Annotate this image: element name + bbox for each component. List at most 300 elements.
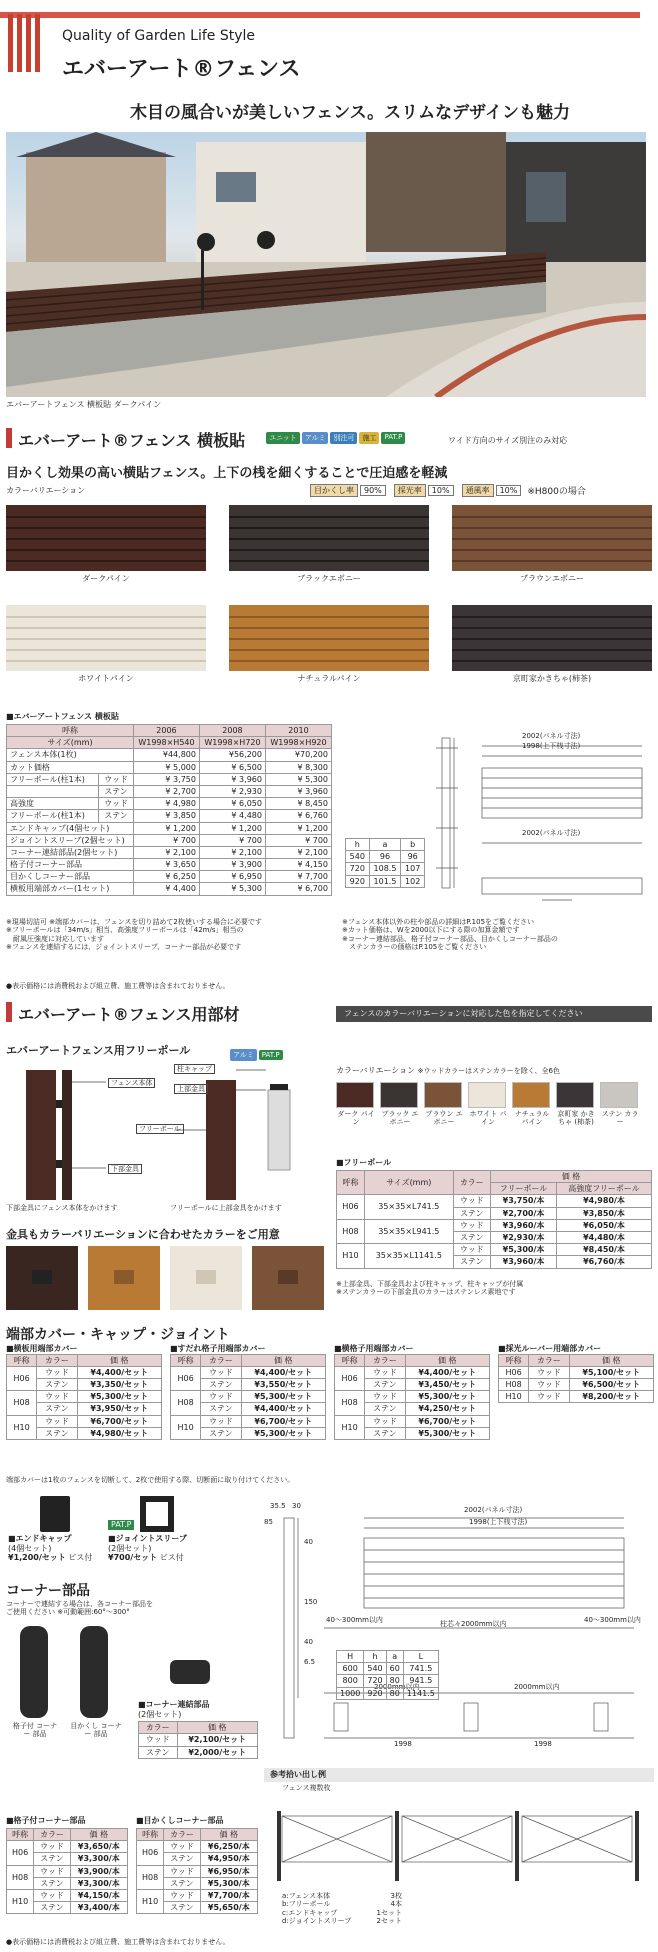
tag-group [230,1042,285,1061]
desc-line: コーナーで連結する場合は、各コーナー部品を [6,1600,153,1608]
tag-alumi: アルミ [302,432,329,444]
row-label: コーナー連結部品(2個セット) [7,846,134,858]
cell: ウッド [529,1378,569,1390]
page-subtitle: 木目の風合いが美しいフェンス。スリムなデザインも魅力 [130,103,570,123]
caption-lower: 下部金具にフェンス本体をかけます [6,1204,118,1212]
item-label: d:ジョイントスリーブ [282,1917,352,1926]
cell: ¥2,930/本 [491,1231,557,1243]
row-color: ステン [99,785,134,797]
conn-set: (2個セット) [138,1709,182,1719]
cell: H10 [499,1391,529,1403]
swatch-card [452,505,652,590]
swatch-name: ナチュラルパイン [297,674,361,683]
note-line: ※フェンス本体以外の柱や部品の詳細はP.105をご覧ください [342,918,535,926]
cell: ステン [365,1378,405,1390]
cell: ¥5,300/本 [200,1877,257,1889]
cell: H10 [337,1244,365,1268]
joint-set: (2個セット) [108,1543,152,1553]
th: 価 格 [405,1354,489,1366]
price-cell: ¥ 3,960 [199,773,265,785]
price-cell: ¥ 6,760 [265,810,331,822]
part-color-item [424,1082,464,1126]
note-line: ステンカラーの価格はP.105をご覧ください [342,943,487,952]
th-size-2008: W1998×H720 [199,737,265,749]
dim-label: 2002(パネル寸法) [464,1506,523,1514]
cell: ステン [37,1378,77,1390]
hardware-photos [6,1246,326,1310]
cell: ステン [365,1403,405,1415]
cell: 540 [346,851,370,863]
table-row [335,1415,490,1427]
cell: ¥6,050/本 [557,1219,652,1231]
color-variation-label: カラーバリエーション [6,486,86,495]
table-row [7,871,332,883]
label-free-pole: フリーポール [136,1124,184,1134]
table-row [337,1219,652,1231]
price-cell: ¥ 5,300 [199,883,265,895]
cell: ¥3,450/セット [405,1378,489,1390]
table-row [7,1889,128,1901]
part-color-swatch [600,1082,638,1108]
label-blind-corner: 目かくし コーナー 部品 [70,1722,122,1739]
cell: ステン [164,1853,200,1865]
table-row [137,1841,258,1853]
cell: 720 [346,863,370,875]
th: 価 格 [177,1722,258,1734]
dim-label: 1998 [394,1740,412,1748]
cell: 35×35×L741.5 [365,1195,454,1219]
lattice-corner-title: ■格子付コーナー部品 [6,1816,86,1825]
cell: H10 [335,1415,365,1439]
price-cell: ¥ 6,050 [199,798,265,810]
blind-corner-title: ■目かくしコーナー部品 [136,1816,224,1825]
cell: ¥4,980/本 [557,1195,652,1207]
cell: ウッド [164,1841,200,1853]
cell: ¥4,250/セット [405,1403,489,1415]
cell: ステン [139,1746,178,1758]
dim-label: 2002(パネル寸法) [522,732,581,740]
th: L [403,1651,438,1663]
example-item [282,1900,402,1908]
item-qty: 1セット [376,1908,402,1917]
cell: ¥4,400/セット [241,1366,325,1378]
part-color-swatch [468,1082,506,1108]
rating-label-saikou: 採光率 [394,484,426,497]
endcap-info [8,1534,108,1563]
th-2008: 2008 [199,725,265,737]
tag-sekou: 施工 [359,432,379,444]
feature-tags [266,432,407,444]
cell: ウッド [201,1415,241,1427]
th: 価 格 [241,1354,325,1366]
price-cell: ¥ 4,480 [199,810,265,822]
blind-corner-image [80,1626,108,1718]
cell: ウッド [529,1366,569,1378]
price-cell: ¥ 7,700 [265,871,331,883]
cell: H06 [7,1841,34,1865]
cell: ウッド [34,1865,70,1877]
dim-label: 150 [304,1598,318,1606]
cell: 720 [364,1675,386,1687]
dim-label: 1998 [534,1740,552,1748]
dim-label: 2000mm以内 [514,1683,560,1691]
note-line: ※フリーポールは「34m/s」相当、高強度フリーポールは「42m/s」相当の [6,926,244,935]
cell: 540 [364,1663,386,1675]
joint-icon [140,1496,174,1532]
tag-alumi: アルミ [230,1049,257,1061]
cell: ¥4,400/セット [241,1403,325,1415]
row-color: ステン [99,810,134,822]
brand-tagline: Quality of Garden Life Style [62,28,256,44]
cell: ¥3,400/本 [70,1902,127,1914]
cell: ステン [201,1403,241,1415]
free-pole-table [336,1170,652,1269]
endcap-screw: ビス付 [68,1553,93,1563]
cell: 941.5 [403,1675,438,1687]
th-size: サイズ(mm) [7,737,134,749]
cell: 741.5 [403,1663,438,1675]
table-row [335,1366,490,1378]
fence-swatch-grid [6,505,652,695]
swatch-card [229,505,429,590]
cell: 101.5 [369,875,401,887]
cell: 96 [369,851,401,863]
cell: ¥5,300/本 [491,1244,557,1256]
swatch-black-ebony [229,505,429,571]
price-notes-right [342,918,652,952]
th: 呼称 [171,1354,201,1366]
cell: 102 [401,875,425,887]
row-label [7,785,99,797]
cell: 96 [401,851,425,863]
label-upper-bracket: 上部金具 [174,1084,208,1094]
cell: ウッド [34,1841,70,1853]
part-color-name: ステン カラー [601,1110,639,1127]
cell: ウッド [37,1391,77,1403]
note-line: ※上部金具、下部金具および柱キャップ、柱キャップが付属 [336,1280,524,1288]
hero-caption: エバーアートフェンス 横板貼 ダークパイン [6,400,162,409]
cell: ¥8,450/本 [557,1244,652,1256]
cell: ¥5,300/セット [405,1391,489,1403]
cell: ステン [34,1877,70,1889]
table-row [7,810,332,822]
row-label: ジョイントスリーブ(2個セット) [7,834,134,846]
price-cell: ¥ 700 [133,834,199,846]
th-2010: 2010 [265,725,331,737]
item-label: c:エンドキャップ [282,1908,338,1917]
table-row [7,834,332,846]
part-color-item [336,1082,376,1126]
cell: ¥6,700/セット [241,1415,325,1427]
price-cell: ¥ 6,500 [199,761,265,773]
tag-unit: ユニット [266,432,300,444]
cell: ¥5,300/セット [77,1391,161,1403]
free-pole-title: ■フリーポール [336,1158,392,1167]
free-pole-notes [336,1280,523,1297]
hardware-photo [252,1246,324,1310]
cell: ¥3,950/セット [77,1403,161,1415]
cell: ¥3,960/本 [491,1219,557,1231]
endcover-tables [6,1344,656,1474]
color-banner: フェンスのカラーバリエーションに対応した色を指定してください [336,1006,652,1022]
cell: 35×35×L1141.5 [365,1244,454,1268]
th: h [364,1651,386,1663]
part-color-swatch [380,1082,418,1108]
cell: ¥3,850/本 [557,1207,652,1219]
cell: 1000 [337,1687,364,1699]
table-row [7,749,332,761]
part-color-name: ナチュラル パイン [514,1110,550,1127]
corner-connector-block [138,1700,258,1759]
th: カラー [201,1354,241,1366]
dim-label: 2002(パネル寸法) [522,829,581,837]
cell: H08 [335,1391,365,1415]
table-row [171,1391,326,1403]
th-size-2006: W1998×H540 [133,737,199,749]
price-cell: ¥ 3,650 [133,859,199,871]
row-label: 高強度 [7,798,99,810]
cell: 920 [364,1687,386,1699]
hardware-title: 金具もカラーバリエーションに合わせたカラーをご用意 [6,1228,280,1241]
endcap-price: ¥1,200/セット [8,1553,66,1563]
tax-note: ●表示価格には消費税および組立費、施工費等は含まれておりません。 [6,982,230,990]
th: 呼称 [335,1354,365,1366]
price-cell: ¥44,800 [133,749,199,761]
endcover-title: ■横板用端部カバー [6,1344,78,1353]
th: 呼称 [499,1354,529,1366]
price-cell: ¥ 2,930 [199,785,265,797]
label-fence-body: フェンス本体 [108,1078,155,1088]
cell: 108.5 [369,863,401,875]
section-title-yokoita: エバーアート®フェンス 横板貼 [18,431,246,450]
swatch-dark-pine [6,505,206,571]
cell: ¥6,700/セット [77,1415,161,1427]
hab-table [345,838,425,888]
table-row [7,1865,128,1877]
th: 呼称 [7,1354,37,1366]
cell: ¥5,300/セット [241,1427,325,1439]
th: カラー [365,1354,405,1366]
cell: ステン [453,1231,490,1243]
corner-part-images [10,1626,140,1739]
swatch-card [6,505,206,590]
th: 価 格 [200,1829,257,1841]
dim-label: 40 [304,1538,313,1546]
swatch-kakicha [452,605,652,671]
cell: ¥2,700/本 [491,1207,557,1219]
item-label: a:フェンス本体 [282,1892,331,1900]
cell: ウッド [164,1889,200,1901]
cell: H06 [137,1841,164,1865]
th: カラー [34,1829,70,1841]
cell: 60 [386,1663,403,1675]
price-cell: ¥ 8,300 [265,761,331,773]
part-color-item [600,1082,640,1126]
cell: ¥4,950/本 [200,1853,257,1865]
cell: ステン [34,1853,70,1865]
th: 価 格 [491,1171,652,1183]
cell: ¥3,550/セット [241,1378,325,1390]
tag-patp: PAT.P [259,1050,283,1060]
swatch-card [229,605,429,690]
cell: ステン [201,1427,241,1439]
dim-label: 6.5 [304,1658,316,1666]
table-row [7,859,332,871]
price-cell: ¥70,200 [265,749,331,761]
table-row [137,1865,258,1877]
cell: H10 [7,1415,37,1439]
dim-label: 1998(上下桟寸法) [469,1518,528,1526]
cell: H06 [335,1366,365,1390]
th: a [386,1651,403,1663]
row-label: 格子付コーナー部品 [7,859,134,871]
header-top-rule [0,12,640,18]
swatch-card [452,605,652,690]
cell: ¥3,300/本 [70,1853,127,1865]
row-label: 横板用端部カバー(1セット) [7,883,134,895]
part-color-swatches [336,1082,656,1152]
th-size-2010: W1998×H920 [265,737,331,749]
endcover-note: 端部カバーは1枚のフェンスを切断して、2枚で使用する際、切断面に取り付けてください。 [6,1476,295,1484]
swatch-natural-pine [229,605,429,671]
rating-badges [310,484,586,497]
price-cell: ¥ 3,960 [265,785,331,797]
cell: 1141.5 [403,1687,438,1699]
table-row [171,1366,326,1378]
joint-screw: ビス付 [159,1553,184,1563]
custom-note: ワイド方向のサイズ別注のみ対応 [448,436,568,445]
row-color: ウッド [99,798,134,810]
th: 呼称 [137,1829,164,1841]
price-cell: ¥ 4,150 [265,859,331,871]
th: 価 格 [70,1829,127,1841]
cell: H08 [137,1865,164,1889]
th: カラー [529,1354,569,1366]
label-pole-cap: 柱キャップ [174,1064,215,1074]
price-table-title: ■エバーアートフェンス 横板貼 [6,712,119,721]
cell: ¥4,980/セット [77,1427,161,1439]
cell: ウッド [201,1391,241,1403]
th: カラー [139,1722,178,1734]
cell: ウッド [453,1244,490,1256]
cell: ウッド [37,1366,77,1378]
cell: 35×35×L941.5 [365,1219,454,1243]
dim-label: 85 [264,1518,273,1526]
part-color-item [512,1082,552,1126]
part-color-item [380,1082,420,1126]
section-title-parts: エバーアート®フェンス用部材 [18,1005,240,1024]
note-line: ※ステンカラーの下部金具のカラーはステンレス素地です [336,1288,516,1297]
desc-range: ※可動範囲:60°〜300° [57,1608,130,1617]
price-cell: ¥ 1,200 [133,822,199,834]
cell: H06 [499,1366,529,1378]
cell: ウッド [529,1391,569,1403]
swatch-name: ホワイトパイン [78,674,134,683]
lattice-corner-image [20,1626,48,1718]
cell: H06 [337,1195,365,1219]
item-qty: 2セット [376,1917,402,1926]
cell: ¥3,650/本 [70,1841,127,1853]
hl-table [336,1650,436,1700]
table-row [171,1415,326,1427]
th: カラー [37,1354,77,1366]
endcover-title: ■すだれ格子用端部カバー [170,1344,266,1353]
cell: ¥5,100/セット [569,1366,653,1378]
patp-badge: PAT.P [108,1520,134,1530]
endcover-table [334,1344,490,1440]
corner-connector-image [170,1660,210,1684]
swatch-name: ブラックエボニー [297,574,361,583]
cell: ウッド [164,1865,200,1877]
rating-label-mekakushi: 目かくし率 [310,484,358,497]
header-stripes [8,14,52,72]
rating-label-tsufu: 通風率 [462,484,494,497]
cell: ¥2,100/セット [177,1734,258,1746]
part-color-swatch [512,1082,550,1108]
note-line: ※コーナー連結部品、格子付コーナー部品、目かくしコーナー部品の [342,934,558,943]
price-cell: ¥ 6,950 [199,871,265,883]
price-cell: ¥ 6,700 [265,883,331,895]
blind-corner-table [136,1828,258,1914]
dim-label: 40 [304,1638,313,1646]
table-row [7,1391,162,1403]
tag-custom: 別注可 [330,432,357,444]
example-items [282,1892,402,1926]
item-qty: 4本 [390,1900,402,1909]
pole-title: エバーアートフェンス用フリーポール [6,1044,191,1057]
note-line: ※現場切詰可 ※端部カバーは、フェンスを切り詰めて2枚使いする場合に必要です [6,918,262,926]
cell: H10 [171,1415,201,1439]
endcap-icon [40,1496,70,1532]
cell: ステン [34,1902,70,1914]
cell: ¥3,300/本 [70,1877,127,1889]
table-row [499,1391,654,1403]
cell: H10 [7,1889,34,1913]
swatch-white-pine [6,605,206,671]
price-cell: ¥ 2,700 [133,785,199,797]
cell: ステン [365,1427,405,1439]
price-cell: ¥ 5,000 [133,761,199,773]
price-table-body [7,749,332,895]
item-qty: 3枚 [390,1892,402,1900]
lattice-corner-table [6,1828,128,1914]
row-label: フェンス本体(1枚) [7,749,134,761]
cell: ウッド [34,1889,70,1901]
hardware-photo [6,1246,78,1310]
th: 高強度フリーポール [557,1183,652,1195]
cell: ウッド [365,1366,405,1378]
table-row [7,773,332,785]
cell: ¥4,150/本 [70,1889,127,1901]
cell: ¥5,300/セット [241,1391,325,1403]
table-row [499,1378,654,1390]
free-pole-body [337,1195,652,1268]
price-cell: ¥ 6,250 [133,871,199,883]
cell: ¥5,650/本 [200,1902,257,1914]
cell: ステン [37,1427,77,1439]
cell: ウッド [453,1195,490,1207]
th: 価 格 [77,1354,161,1366]
rating-value-tsufu: 10% [496,485,522,496]
cell: ステン [201,1378,241,1390]
row-color: ウッド [99,773,134,785]
price-cell: ¥ 4,980 [133,798,199,810]
cell: ¥2,000/セット [177,1746,258,1758]
joint-title: ■ジョイントスリーブ [108,1534,187,1543]
section-marker [6,1002,12,1022]
cell: ¥3,750/本 [491,1195,557,1207]
tag-patp: PAT.P [381,432,405,444]
